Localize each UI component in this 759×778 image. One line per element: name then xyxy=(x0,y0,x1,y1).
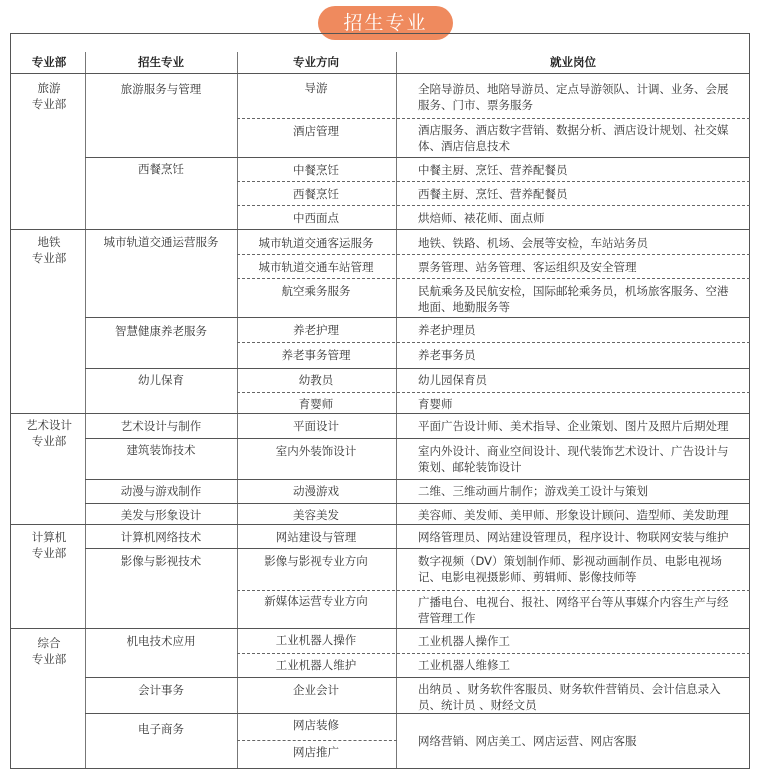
job-list: 网络管理员、网站建设管理员，程序设计、物联网安装与维护 xyxy=(418,530,729,544)
direction-item: 西餐烹饪 xyxy=(293,187,339,201)
department-computer: 计算机 专业部 xyxy=(31,530,67,560)
direction-item: 中西面点 xyxy=(293,211,339,225)
direction-item: 养老事务管理 xyxy=(281,348,351,362)
job-list: 烘焙师、裱花师、面点师 xyxy=(418,211,545,225)
major-divider xyxy=(85,548,750,549)
direction-divider xyxy=(237,392,750,393)
department-divider xyxy=(10,413,750,414)
department-divider xyxy=(10,229,750,230)
major-tourism-management: 旅游服务与管理 xyxy=(120,82,202,96)
department-general: 综合 专业部 xyxy=(31,636,67,666)
direction-divider xyxy=(237,342,750,343)
job-list: 票务管理、站务管理、客运组织及安全管理 xyxy=(418,260,637,274)
major-film-video: 影像与影视技术 xyxy=(120,554,202,568)
major-divider xyxy=(85,503,750,504)
job-list: 育婴师 xyxy=(418,397,453,411)
job-list: 养老事务员 xyxy=(418,348,476,362)
direction-item: 网店推广 xyxy=(293,745,339,759)
column-divider xyxy=(396,52,397,768)
direction-item: 养老护理 xyxy=(293,323,339,337)
job-list: 民航乘务及民航安检，国际邮轮乘务员，机场旅客服务、空港地面、地勤服务等 xyxy=(418,284,729,314)
job-list: 养老护理员 xyxy=(418,323,476,337)
direction-divider xyxy=(237,590,750,591)
header-major: 招生专业 xyxy=(138,55,184,69)
major-divider xyxy=(85,713,750,714)
direction-divider xyxy=(237,254,750,255)
major-rail-transit: 城市轨道交通运营服务 xyxy=(103,235,219,249)
department-tourism: 旅游 专业部 xyxy=(31,81,67,111)
direction-divider xyxy=(237,205,750,206)
direction-item: 美容美发 xyxy=(293,508,339,522)
page-title: 招生专业 xyxy=(318,6,453,40)
major-divider xyxy=(85,438,750,439)
department-divider xyxy=(10,628,750,629)
direction-item: 城市轨道交通客运服务 xyxy=(258,236,374,250)
direction-item: 企业会计 xyxy=(293,683,339,697)
direction-item: 新媒体运营专业方向 xyxy=(264,594,368,608)
header-direction: 专业方向 xyxy=(293,55,339,69)
major-ecommerce: 电子商务 xyxy=(138,722,184,736)
direction-item: 工业机器人操作 xyxy=(275,633,357,647)
header-department: 专业部 xyxy=(31,55,67,69)
major-child-care: 幼儿保育 xyxy=(138,373,184,387)
direction-item: 室内外装饰设计 xyxy=(275,444,357,458)
direction-item: 城市轨道交通车站管理 xyxy=(258,260,374,274)
job-list: 地铁、铁路、机场、会展等安检，车站站务员 xyxy=(418,236,648,250)
job-list: 二维、三维动画片制作；游戏美工设计与策划 xyxy=(418,484,648,498)
major-hair-image: 美发与形象设计 xyxy=(120,508,202,522)
major-divider xyxy=(85,677,750,678)
major-divider xyxy=(85,479,750,480)
job-list: 出纳员 、财务软件客服员、财务软件营销员、会计信息录入员、统计员 、财经文员 xyxy=(418,682,721,712)
major-elderly-care: 智慧健康养老服务 xyxy=(115,324,207,338)
job-list: 网络营销、网店美工、网店运营、网店客服 xyxy=(418,734,637,748)
major-art-design: 艺术设计与制作 xyxy=(120,419,202,433)
direction-item: 动漫游戏 xyxy=(293,484,339,498)
header-jobs: 就业岗位 xyxy=(550,55,596,69)
direction-divider xyxy=(237,181,750,182)
job-list: 西餐主厨、烹饪、营养配餐员 xyxy=(418,187,568,201)
direction-item: 导游 xyxy=(304,81,328,95)
direction-divider xyxy=(237,278,750,279)
job-list: 中餐主厨、烹饪、营养配餐员 xyxy=(418,163,568,177)
major-network: 计算机网络技术 xyxy=(120,530,202,544)
job-list: 美容师、美发师、美甲师、形象设计顾问、造型师、美发助理 xyxy=(418,508,729,522)
major-western-cooking: 西餐烹饪 xyxy=(138,162,184,176)
direction-item: 网站建设与管理 xyxy=(275,530,357,544)
column-divider xyxy=(85,52,86,768)
job-list: 数字视频（DV）策划制作师、影视动画制作员、电影电视场记、电影电视摄影师、剪辑师、影像技师等 xyxy=(418,554,723,584)
department-art-design: 艺术设计 专业部 xyxy=(26,418,72,448)
direction-divider xyxy=(237,653,750,654)
job-list: 全陪导游员、地陪导游员、定点导游领队、计调、业务、会展服务、门市、票务服务 xyxy=(418,82,729,112)
department-divider xyxy=(10,524,750,525)
job-list: 幼儿园保育员 xyxy=(418,373,487,387)
department-metro: 地铁 专业部 xyxy=(31,235,67,265)
direction-item: 网店装修 xyxy=(293,718,339,732)
job-list: 工业机器人操作工 xyxy=(418,634,510,648)
direction-divider xyxy=(237,118,750,119)
major-architectural-decoration: 建筑装饰技术 xyxy=(126,443,196,457)
job-list: 室内外设计、商业空间设计、现代装饰艺术设计、广告设计与策划、邮轮装饰设计 xyxy=(418,444,729,474)
direction-item: 平面设计 xyxy=(293,419,339,433)
direction-item: 幼教员 xyxy=(298,373,334,387)
job-list: 工业机器人维修工 xyxy=(418,658,510,672)
direction-item: 影像与影视专业方向 xyxy=(264,554,368,568)
major-divider xyxy=(85,368,750,369)
header-divider xyxy=(10,73,750,74)
job-list: 广播电台、电视台、报社、网络平台等从事媒介内容生产与经营管理工作 xyxy=(418,595,729,625)
major-electromechanical: 机电技术应用 xyxy=(126,634,196,648)
direction-item: 酒店管理 xyxy=(293,124,339,138)
direction-item: 中餐烹饪 xyxy=(293,163,339,177)
job-list: 平面广告设计师、美术指导、企业策划、图片及照片后期处理 xyxy=(418,419,729,433)
direction-item: 工业机器人维护 xyxy=(275,658,357,672)
direction-item: 航空乘务服务 xyxy=(281,284,351,298)
major-divider xyxy=(85,317,750,318)
direction-item: 育婴师 xyxy=(298,397,334,411)
job-list: 酒店服务、酒店数字营销、数据分析、酒店设计规划、社交媒体、酒店信息技术 xyxy=(418,123,729,153)
major-divider xyxy=(85,157,750,158)
major-animation-games: 动漫与游戏制作 xyxy=(120,484,202,498)
direction-divider xyxy=(237,740,397,741)
major-accounting: 会计事务 xyxy=(138,683,184,697)
